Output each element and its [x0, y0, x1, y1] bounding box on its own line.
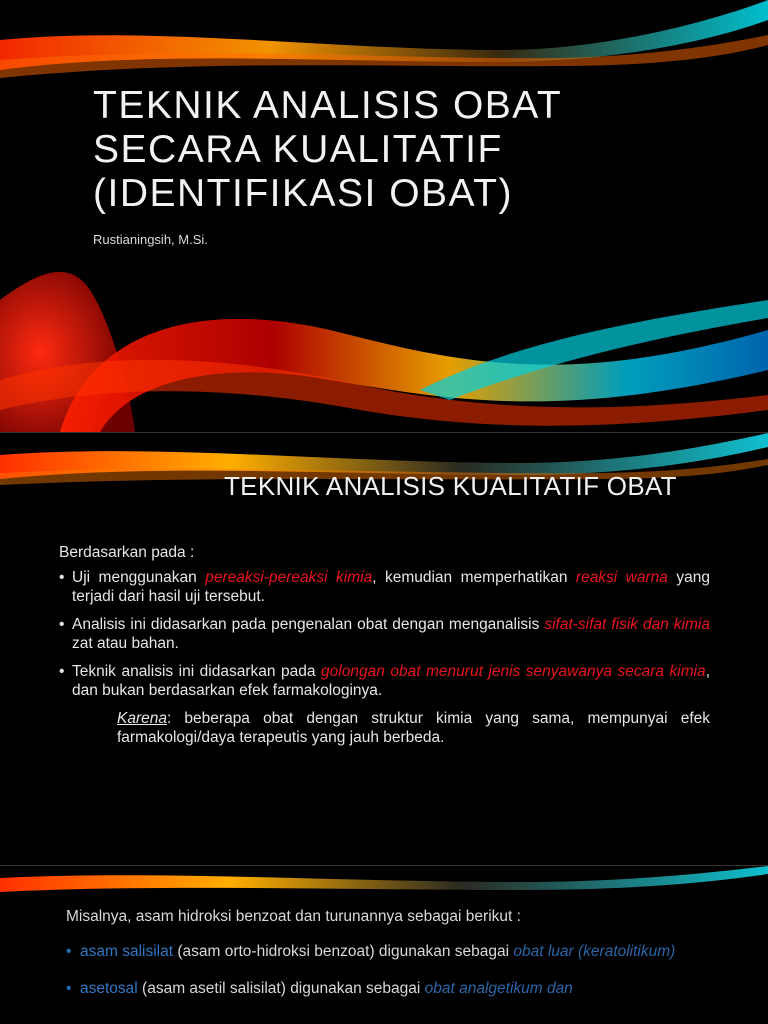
- note-paragraph: [117, 709, 710, 747]
- highlight-text: golongan obat menurut jenis senyawanya secara kimia: [321, 663, 706, 680]
- bullet-text: Teknik analisis ini didasarkan pada: [72, 663, 322, 680]
- highlight-text: sifat-sifat fisik dan kimia: [544, 616, 710, 633]
- content-slide-1: [0, 433, 768, 865]
- bullet-text: , kemudian memperhatikan: [372, 569, 576, 586]
- list-item: [59, 662, 710, 700]
- slide-title: TEKNIK ANALISIS KUALITATIF OBAT: [224, 471, 677, 501]
- list-item: [59, 615, 710, 653]
- compound-name: asetosal: [80, 980, 138, 997]
- bullet-text: Uji menggunakan: [72, 569, 206, 586]
- bullet-icon: •: [59, 569, 65, 586]
- slide-body: [66, 906, 714, 1015]
- bullet-text: yang terjadi dari hasil uji tersebut.: [72, 569, 710, 605]
- list-item: [66, 941, 714, 962]
- content-slide-2: [0, 866, 768, 1024]
- slide-body: [59, 543, 710, 747]
- swoosh-decoration: [0, 0, 768, 432]
- presentation-title: [93, 84, 733, 216]
- list-item: [59, 568, 710, 606]
- bullet-text: , dan bukan berdasarkan efek farmakologinya.: [72, 663, 710, 699]
- bullet-text: (asam asetil salisilat) digunakan sebagai: [137, 980, 425, 997]
- bullet-text: (asam orto-hidroksi benzoat) digunakan sebagai: [173, 943, 514, 960]
- bullet-icon: •: [66, 943, 72, 960]
- bullet-icon: •: [66, 980, 72, 997]
- title-line: SECARA KUALITATIF: [93, 128, 503, 171]
- bullet-text: zat atau bahan.: [72, 635, 179, 652]
- note-text: : beberapa obat dengan struktur kimia yang sama, mempunyai efek farmakologi/daya terapeutis yang jauh berbeda.: [117, 710, 710, 746]
- note-label: Karena: [117, 710, 167, 727]
- usage-text: obat luar (keratolitikum): [513, 943, 676, 960]
- highlight-text: pereaksi-pereaksi kimia: [205, 569, 373, 586]
- bullet-icon: •: [59, 616, 65, 633]
- title-line: (IDENTIFIKASI OBAT): [93, 172, 513, 215]
- title-slide: [0, 0, 768, 432]
- usage-text: obat analgetikum dan: [424, 980, 573, 997]
- title-line: TEKNIK ANALISIS OBAT: [93, 84, 563, 127]
- swoosh-decoration: [0, 866, 768, 906]
- compound-name: asam salisilat: [80, 943, 174, 960]
- list-item: [66, 978, 714, 999]
- intro-text: Berdasarkan pada :: [59, 544, 195, 561]
- author-name: Rustianingsih, M.Si.: [93, 232, 208, 247]
- intro-text: Misalnya, asam hidroksi benzoat dan turunannya sebagai berikut :: [66, 908, 521, 925]
- highlight-text: reaksi warna: [575, 569, 668, 586]
- bullet-icon: •: [59, 663, 65, 680]
- bullet-text: Analisis ini didasarkan pada pengenalan obat dengan menganalisis: [72, 616, 545, 633]
